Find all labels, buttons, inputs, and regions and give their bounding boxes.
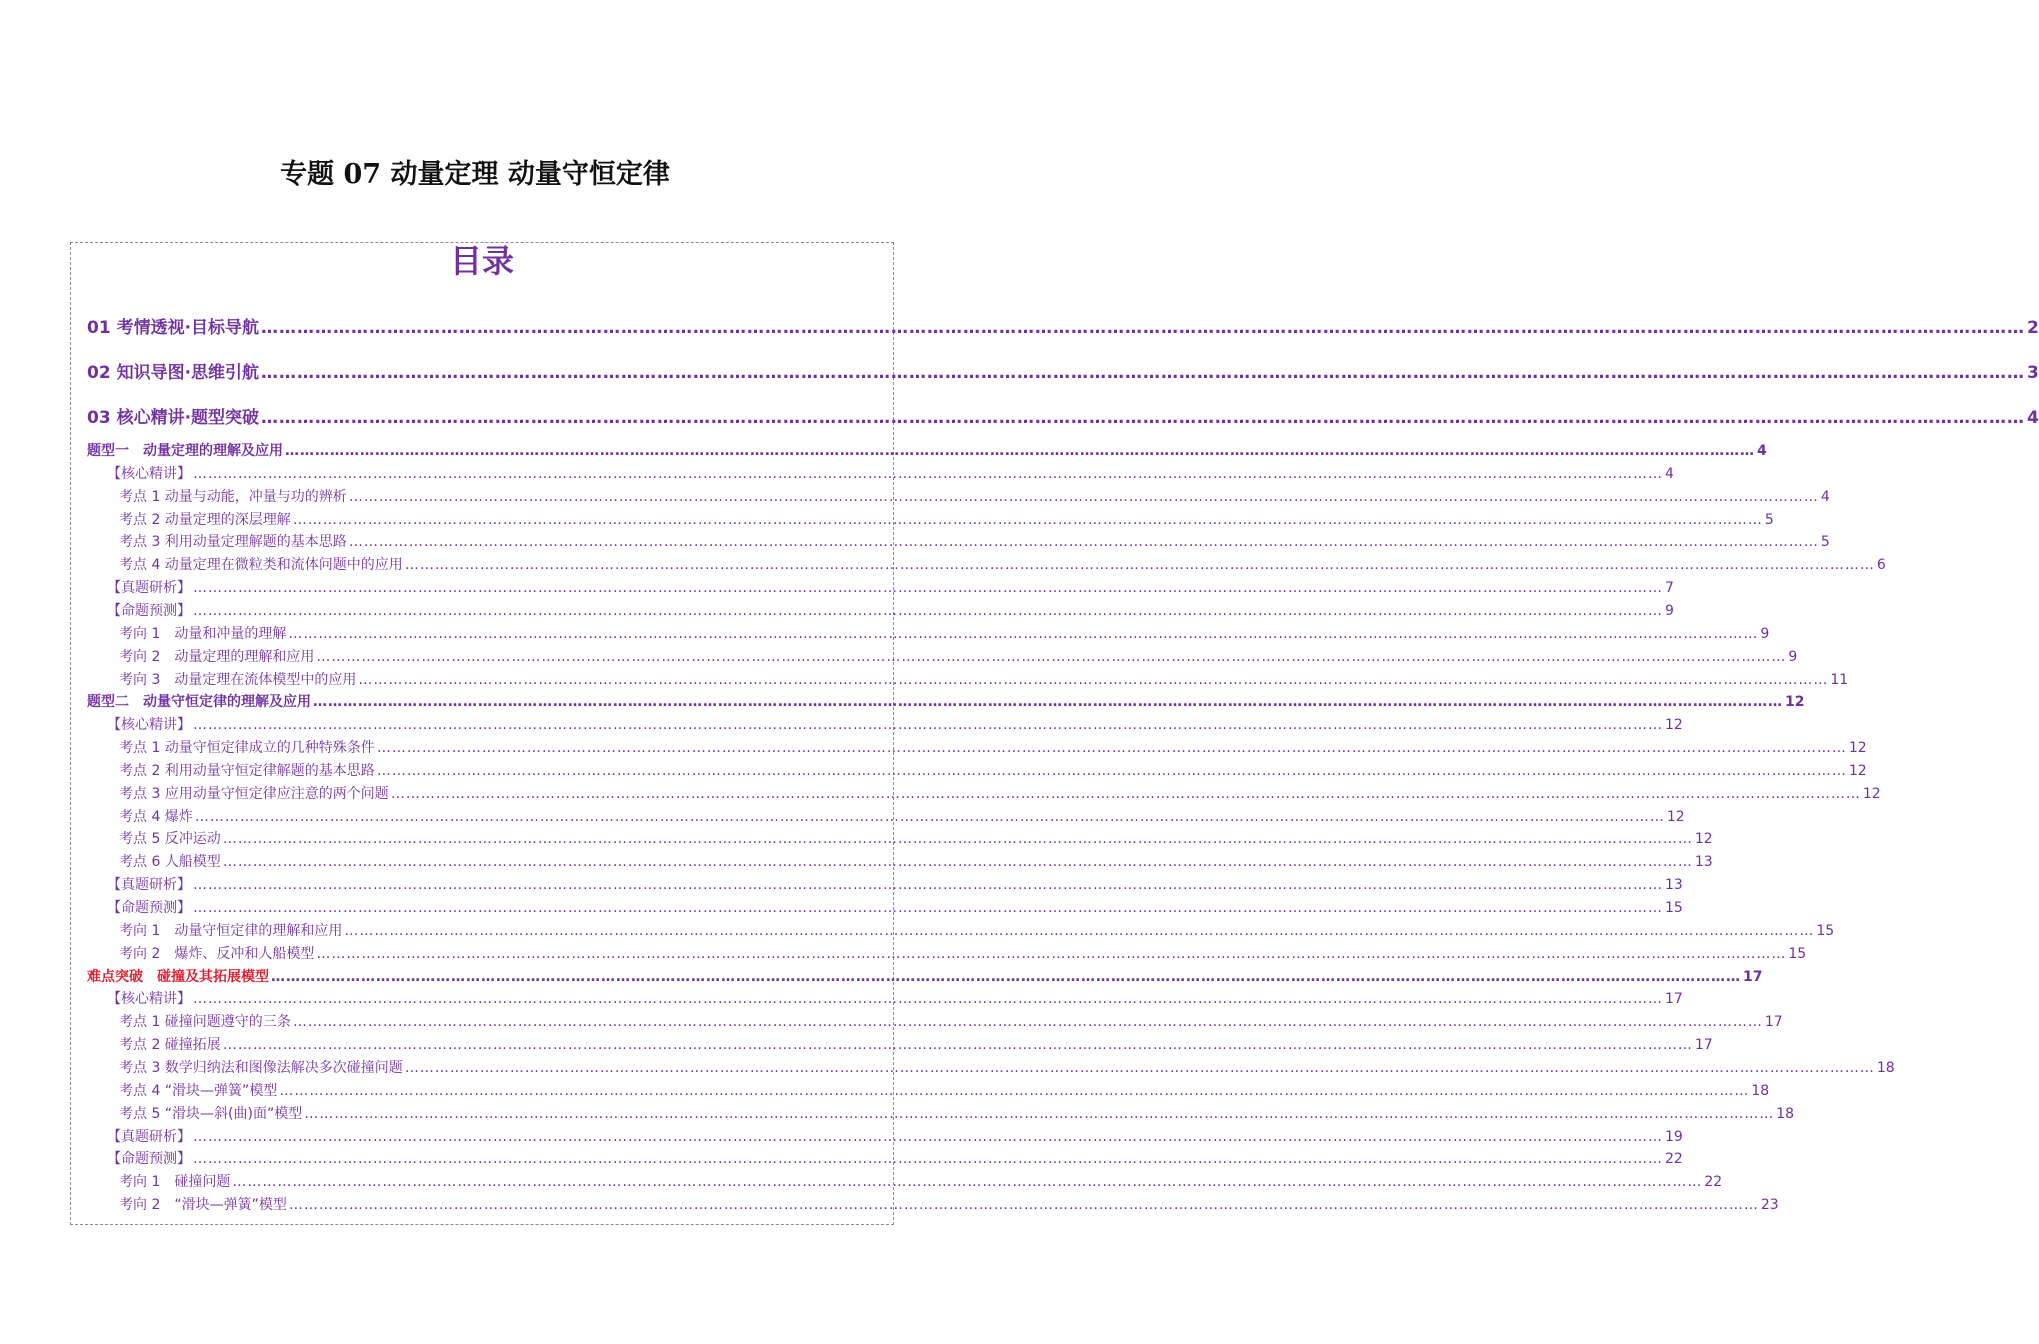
toc-entry[interactable]	[87, 691, 1805, 711]
table-of-contents	[70, 242, 2039, 1225]
toc-entry-leader: ……………………………………………………………………………………………………………………………………………………………………………………………………………………………………………………………………	[348, 534, 1819, 551]
toc-entry-label: 【命题预测】	[107, 900, 191, 916]
toc-entry-page-number: 12	[1785, 694, 1805, 711]
toc-entry[interactable]	[87, 966, 1763, 986]
toc-entry-label: 03 核心精讲·题型突破	[87, 408, 260, 428]
toc-entry[interactable]	[87, 313, 2039, 338]
toc-entry-page-number: 12	[1848, 740, 1867, 757]
toc-entry[interactable]	[107, 988, 1683, 1008]
toc-entry-page-number: 18	[1876, 1059, 1895, 1076]
toc-entry-leader: ……………………………………………………………………………………………………………………………………………………………………………………………………………………………………………………………………	[313, 694, 1783, 711]
toc-entry-label: 考向 3 动量定理在流体模型中的应用	[119, 671, 357, 688]
toc-entry-label: 【命题预测】	[107, 602, 191, 619]
toc-entry-page-number: 9	[1788, 648, 1798, 665]
toc-entry[interactable]	[119, 1011, 1783, 1031]
toc-entry[interactable]	[119, 623, 1770, 643]
toc-entry[interactable]	[119, 737, 1867, 757]
toc-entry-page-number: 18	[1776, 1105, 1795, 1122]
toc-entry-label: 考点 2 动量定理的深层理解	[119, 511, 291, 528]
toc-entry[interactable]	[119, 1103, 1795, 1123]
toc-entry-page-number: 17	[1764, 1014, 1783, 1031]
toc-entry[interactable]	[119, 1034, 1713, 1054]
toc-entry-label: 考点 2 利用动量守恒定律解题的基本思路	[119, 762, 375, 779]
toc-entry-label: 【真题研析】	[107, 580, 191, 597]
toc-entry-leader: ……………………………………………………………………………………………………………………………………………………………………………………………………………………………………………………………………	[285, 443, 1755, 459]
toc-entry-label: 考点 3 数学归纳法和图像法解决多次碰撞问题	[119, 1059, 403, 1076]
toc-entry-label: 考向 1 动量守恒定律的理解和应用	[119, 922, 343, 939]
toc-entry-leader: ……………………………………………………………………………………………………………………………………………………………………………………………………………………………………………………………………	[261, 363, 2026, 383]
toc-entry-leader: ……………………………………………………………………………………………………………………………………………………………………………………………………………………………………………………………………	[193, 717, 1663, 734]
toc-entry-label: 考向 2 “滑块—弹簧”模型	[119, 1197, 287, 1214]
toc-entry-page-number: 7	[1665, 580, 1674, 597]
toc-entry-label: 考点 2 碰撞拓展	[119, 1037, 221, 1054]
toc-entry[interactable]	[119, 760, 1867, 780]
toc-entry-page-number: 12	[1862, 785, 1881, 802]
toc-entry-leader: ……………………………………………………………………………………………………………………………………………………………………………………………………………………………………………………………………	[193, 602, 1663, 619]
toc-entry-label: 考点 6 人船模型	[119, 854, 221, 871]
toc-entry-label: 考点 4 动量定理在微粒类和流体问题中的应用	[119, 557, 403, 574]
toc-entry-label: 【真题研析】	[107, 877, 191, 894]
toc-entry-page-number: 15	[1788, 945, 1807, 962]
toc-entry-label: 考向 2 爆炸、反冲和人船模型	[119, 945, 315, 962]
toc-entry-leader: ……………………………………………………………………………………………………………………………………………………………………………………………………………………………………………………………………	[193, 877, 1663, 894]
toc-entry[interactable]	[107, 577, 1674, 597]
toc-entry-leader: ……………………………………………………………………………………………………………………………………………………………………………………………………………………………………………………………………	[390, 785, 1861, 802]
toc-entry[interactable]	[87, 440, 1767, 460]
toc-entry-label: 【核心精讲】	[107, 991, 191, 1008]
toc-entry-page-number: 13	[1694, 854, 1713, 871]
toc-entry-label: 【命题预测】	[107, 1151, 191, 1168]
toc-entry-label: 01 考情透视·目标导航	[87, 318, 260, 338]
toc-entry-leader: ……………………………………………………………………………………………………………………………………………………………………………………………………………………………………………………………………	[222, 831, 1693, 848]
toc-entry[interactable]	[107, 897, 1683, 917]
toc-entry-page-number: 9	[1760, 625, 1770, 642]
toc-entry-label: 题型一 动量定理的理解及应用	[87, 443, 283, 459]
toc-entry-leader: ……………………………………………………………………………………………………………………………………………………………………………………………………………………………………………………………………	[193, 465, 1663, 482]
toc-entry-page-number: 22	[1704, 1174, 1723, 1191]
toc-entry[interactable]	[119, 806, 1685, 826]
toc-entry-leader: ……………………………………………………………………………………………………………………………………………………………………………………………………………………………………………………………………	[288, 625, 1759, 642]
toc-entry-leader: ……………………………………………………………………………………………………………………………………………………………………………………………………………………………………………………………………	[271, 968, 1741, 985]
toc-entry-leader: ……………………………………………………………………………………………………………………………………………………………………………………………………………………………………………………………………	[316, 648, 1787, 665]
toc-entry-label: 考向 2 动量定理的理解和应用	[119, 648, 315, 665]
toc-entry[interactable]	[107, 714, 1683, 734]
toc-entry[interactable]	[107, 463, 1674, 483]
toc-entry-leader: ……………………………………………………………………………………………………………………………………………………………………………………………………………………………………………………………………	[279, 1082, 1750, 1099]
toc-entry[interactable]	[107, 600, 1674, 620]
toc-entry-leader: ……………………………………………………………………………………………………………………………………………………………………………………………………………………………………………………………………	[316, 945, 1787, 962]
toc-entry-leader: ……………………………………………………………………………………………………………………………………………………………………………………………………………………………………………………………………	[261, 318, 2026, 338]
toc-entry-leader: ……………………………………………………………………………………………………………………………………………………………………………………………………………………………………………………………………	[193, 900, 1663, 916]
toc-entry[interactable]	[119, 1194, 1779, 1214]
toc-entry-leader: ……………………………………………………………………………………………………………………………………………………………………………………………………………………………………………………………………	[232, 1174, 1703, 1191]
toc-entry-page-number: 12	[1666, 808, 1685, 825]
toc-entry-label: 考向 1 碰撞问题	[119, 1174, 231, 1191]
toc-entry-page-number: 12	[1665, 717, 1683, 734]
toc-entry-leader: ……………………………………………………………………………………………………………………………………………………………………………………………………………………………………………………………………	[193, 991, 1663, 1008]
toc-entry-leader: ……………………………………………………………………………………………………………………………………………………………………………………………………………………………………………………………………	[404, 557, 1875, 574]
toc-entry-page-number: 4	[2027, 408, 2039, 428]
toc-entry-page-number: 4	[1665, 465, 1674, 482]
toc-entry-label: 考点 1 动量守恒定律成立的几种特殊条件	[119, 740, 375, 757]
toc-entry[interactable]	[119, 920, 1835, 940]
toc-entry-label: 【真题研析】	[107, 1128, 191, 1145]
toc-entry-leader: ……………………………………………………………………………………………………………………………………………………………………………………………………………………………………………………………………	[288, 1197, 1759, 1214]
toc-entry-leader: ……………………………………………………………………………………………………………………………………………………………………………………………………………………………………………………………………	[376, 740, 1847, 757]
toc-entry-leader: ……………………………………………………………………………………………………………………………………………………………………………………………………………………………………………………………………	[222, 854, 1693, 871]
toc-entry-page-number: 17	[1694, 1037, 1713, 1054]
toc-entry-page-number: 12	[1694, 831, 1713, 848]
toc-entry-page-number: 2	[2027, 318, 2039, 338]
toc-entry-leader: ……………………………………………………………………………………………………………………………………………………………………………………………………………………………………………………………………	[292, 1014, 1763, 1031]
toc-entry-label: 【核心精讲】	[107, 465, 191, 482]
toc-entry-leader: ……………………………………………………………………………………………………………………………………………………………………………………………………………………………………………………………………	[348, 488, 1819, 505]
toc-entry-page-number: 3	[2027, 363, 2039, 383]
toc-entry-leader: ……………………………………………………………………………………………………………………………………………………………………………………………………………………………………………………………………	[344, 922, 1815, 939]
toc-entry-leader: ……………………………………………………………………………………………………………………………………………………………………………………………………………………………………………………………………	[304, 1105, 1775, 1122]
toc-entry-leader: ……………………………………………………………………………………………………………………………………………………………………………………………………………………………………………………………………	[193, 1151, 1663, 1168]
toc-entry-page-number: 17	[1665, 991, 1683, 1008]
toc-entry-leader: ……………………………………………………………………………………………………………………………………………………………………………………………………………………………………………………………………	[194, 808, 1665, 825]
toc-entry-label: 难点突破 碰撞及其拓展模型	[87, 968, 269, 985]
toc-entry-label: 考点 1 碰撞问题遵守的三条	[119, 1014, 291, 1031]
toc-entry-label: 考向 1 动量和冲量的理解	[119, 625, 287, 642]
toc-entry-label: 【核心精讲】	[107, 717, 191, 734]
toc-entry-label: 题型二 动量守恒定律的理解及应用	[87, 694, 311, 711]
toc-entry-leader: ……………………………………………………………………………………………………………………………………………………………………………………………………………………………………………………………………	[376, 762, 1847, 779]
toc-heading: 目录	[449, 242, 514, 280]
toc-entry-page-number: 19	[1665, 1128, 1683, 1145]
toc-entry[interactable]	[119, 783, 1881, 803]
toc-entry-page-number: 4	[1757, 443, 1767, 459]
toc-entry[interactable]	[119, 486, 1830, 506]
toc-entry[interactable]	[119, 531, 1830, 551]
toc-entry-label: 02 知识导图·思维引航	[87, 363, 260, 383]
toc-entry-page-number: 4	[1820, 488, 1830, 505]
toc-entry[interactable]	[119, 554, 1886, 574]
toc-entry-page-number: 18	[1751, 1082, 1770, 1099]
toc-entry[interactable]	[119, 943, 1807, 963]
toc-entry-label: 考点 5 “滑块—斜(曲)面”模型	[119, 1105, 303, 1122]
toc-entry[interactable]	[87, 403, 2039, 428]
toc-entry[interactable]	[107, 1148, 1683, 1168]
toc-entry-leader: ……………………………………………………………………………………………………………………………………………………………………………………………………………………………………………………………………	[193, 580, 1663, 597]
toc-entry-leader: ……………………………………………………………………………………………………………………………………………………………………………………………………………………………………………………………………	[222, 1037, 1693, 1054]
toc-entry-page-number: 5	[1764, 511, 1774, 528]
toc-entry-page-number: 6	[1876, 557, 1886, 574]
toc-entry-page-number: 15	[1816, 922, 1835, 939]
toc-entry[interactable]	[119, 828, 1713, 848]
toc-entry-page-number: 13	[1665, 877, 1683, 894]
toc-entry-leader: ……………………………………………………………………………………………………………………………………………………………………………………………………………………………………………………………………	[193, 1128, 1663, 1145]
toc-entry[interactable]	[119, 669, 1849, 689]
toc-entry[interactable]	[119, 646, 1798, 666]
toc-entry-label: 考点 1 动量与动能，冲量与功的辨析	[119, 488, 347, 505]
toc-entry[interactable]	[119, 1171, 1723, 1191]
toc-entry-page-number: 5	[1820, 534, 1830, 551]
toc-entry-leader: ……………………………………………………………………………………………………………………………………………………………………………………………………………………………………………………………………	[261, 408, 2026, 428]
toc-entry[interactable]	[107, 874, 1683, 894]
toc-entry[interactable]	[119, 509, 1774, 529]
toc-entry-leader: ……………………………………………………………………………………………………………………………………………………………………………………………………………………………………………………………………	[358, 671, 1829, 688]
toc-entry-page-number: 9	[1665, 602, 1674, 619]
toc-entry-page-number: 17	[1743, 968, 1763, 985]
toc-entry[interactable]	[119, 851, 1713, 871]
toc-entry[interactable]	[119, 1080, 1770, 1100]
toc-entry-page-number: 23	[1760, 1197, 1779, 1214]
toc-entry-page-number: 11	[1830, 671, 1849, 688]
toc-entry-label: 考点 3 利用动量定理解题的基本思路	[119, 534, 347, 551]
toc-entry-leader: ……………………………………………………………………………………………………………………………………………………………………………………………………………………………………………………………………	[404, 1059, 1875, 1076]
toc-entry-label: 考点 3 应用动量守恒定律应注意的两个问题	[119, 785, 389, 802]
toc-entry-leader: ……………………………………………………………………………………………………………………………………………………………………………………………………………………………………………………………………	[292, 511, 1763, 528]
toc-entry[interactable]	[87, 358, 2039, 383]
toc-entry-page-number: 12	[1848, 762, 1867, 779]
toc-entry-label: 考点 4 爆炸	[119, 808, 193, 825]
toc-entry-label: 考点 5 反冲运动	[119, 831, 221, 848]
toc-entry-page-number: 22	[1665, 1151, 1683, 1168]
toc-entry-label: 考点 4 “滑块—弹簧”模型	[119, 1082, 278, 1099]
toc-entry-page-number: 15	[1665, 900, 1683, 916]
toc-entry[interactable]	[119, 1057, 1895, 1077]
document-title: 专题 07 动量定理 动量守恒定律	[280, 159, 670, 190]
toc-entry[interactable]	[107, 1126, 1683, 1146]
